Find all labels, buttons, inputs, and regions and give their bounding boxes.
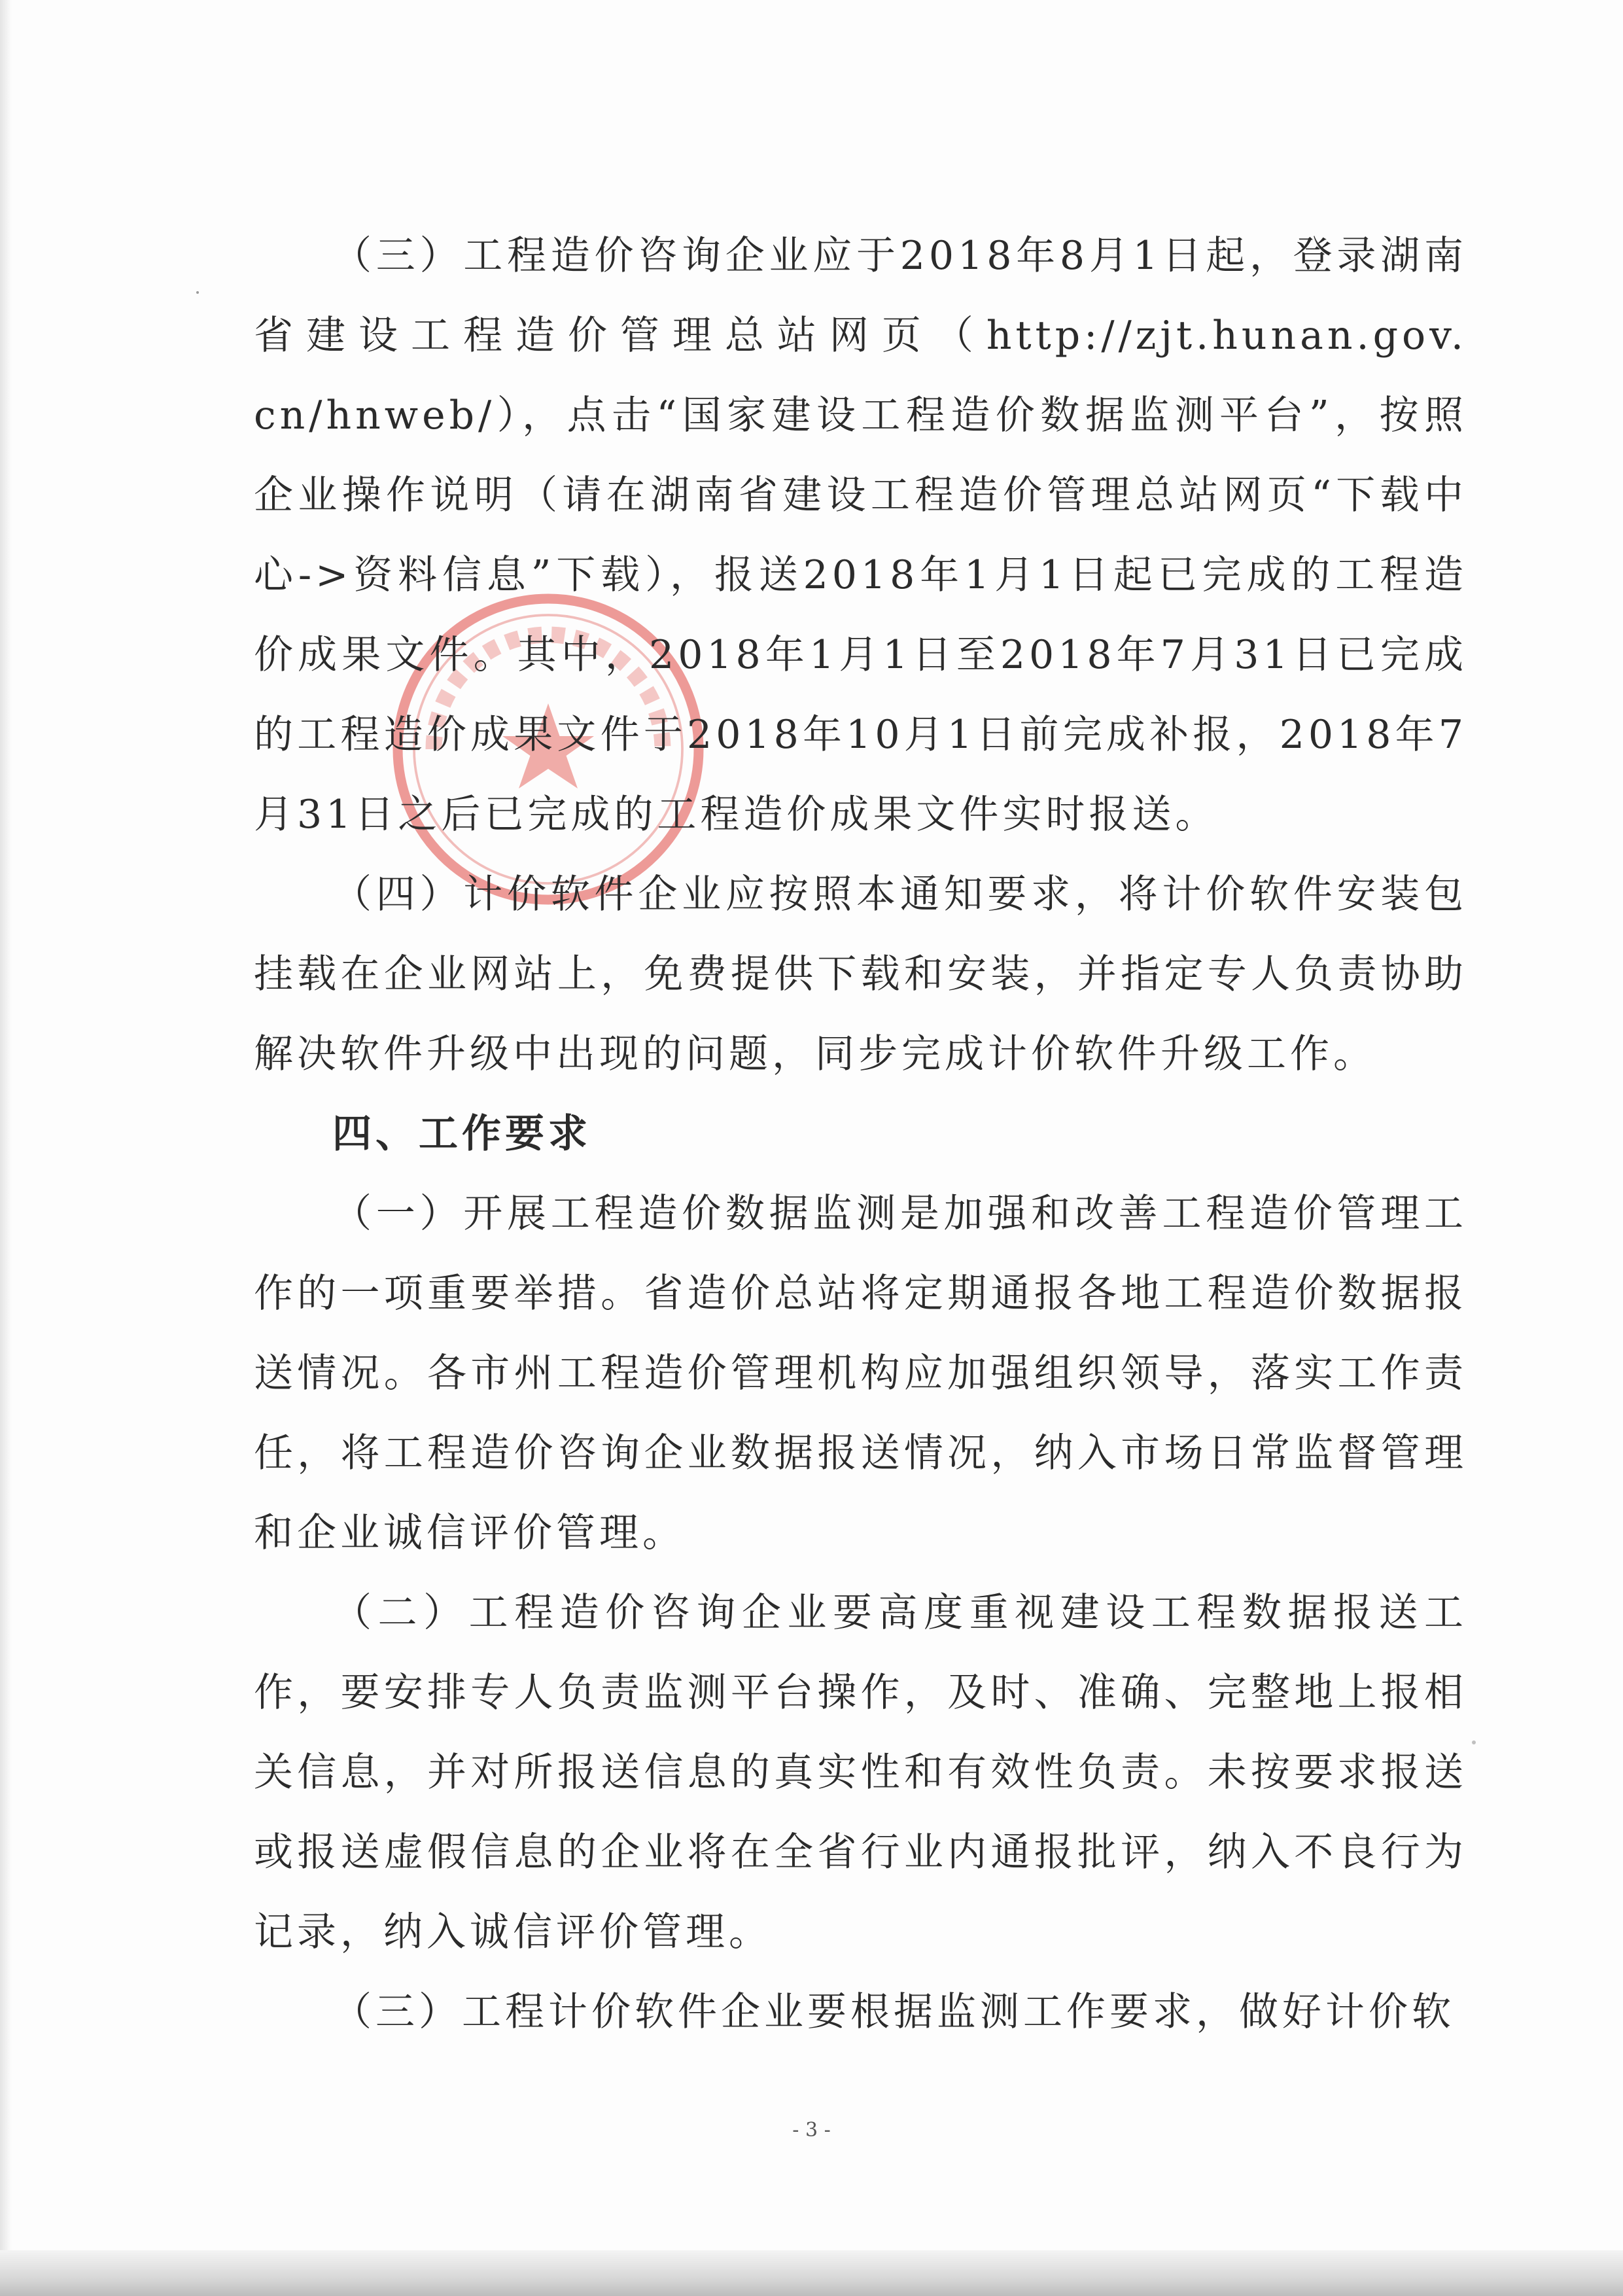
section-heading-work-requirements: 四、工作要求 xyxy=(332,1111,591,1157)
page-number: - 3 - xyxy=(792,2119,831,2142)
document-body xyxy=(254,216,1467,2052)
scan-bottom-edge xyxy=(0,2250,1623,2296)
scan-speck xyxy=(1472,1740,1476,1744)
paragraph-requirement-1: （一）开展工程造价数据监测是加强和改善工程造价管理工作的一项重要举措。省造价总站将定期通报各地工程造价数据报送情况。各市州工程造价管理机构应加强组织领导，落实工作责任，将工程造价咨询企业数据报送情况，纳入市场日常监督管理和企业诚信评价管理。 xyxy=(254,1191,1467,1556)
paragraph-requirement-2: （二）工程造价咨询企业要高度重视建设工程数据报送工作，要安排专人负责监测平台操作，及时、准确、完整地上报相关信息，并对所报送信息的真实性和有效性负责。未按要求报送或报送虚假信息的企业将在全省行业内通报批评，纳入不良行为记录，纳入诚信评价管理。 xyxy=(254,1590,1467,1955)
paragraph-item-4-clause: （四）计价软件企业应按照本通知要求，将计价软件安装包挂载在企业网站上，免费提供下载和安装，并指定专人负责协助解决软件升级中出现的问题，同步完成计价软件升级工作。 xyxy=(254,872,1467,1077)
scan-speck xyxy=(196,291,199,294)
paragraph-requirement-3: （三）工程计价软件企业要根据监测工作要求，做好计价软 xyxy=(332,1989,1455,2035)
scan-shadow xyxy=(0,0,12,2296)
paragraph-item-3-clause: （三）工程造价咨询企业应于2018年8月1日起，登录湖南省建设工程造价管理总站网页（http://zjt.hunan.gov. cn/hnweb/），点击“国家建设工程造价数据监测平台”，按照企业操作说明（请在湖南省建设工程造价管理总站网页“下载中心->资料信息”下载），报送2018年1月1日起已完成的工程造价成果文件。其中，2018年1月1日至2018年7月31日已完成的工程造价成果文件于2018年10月1日前完成补报，2018年7月31日之后已完成的工程造价成果文件实时报送。 xyxy=(254,233,1467,838)
